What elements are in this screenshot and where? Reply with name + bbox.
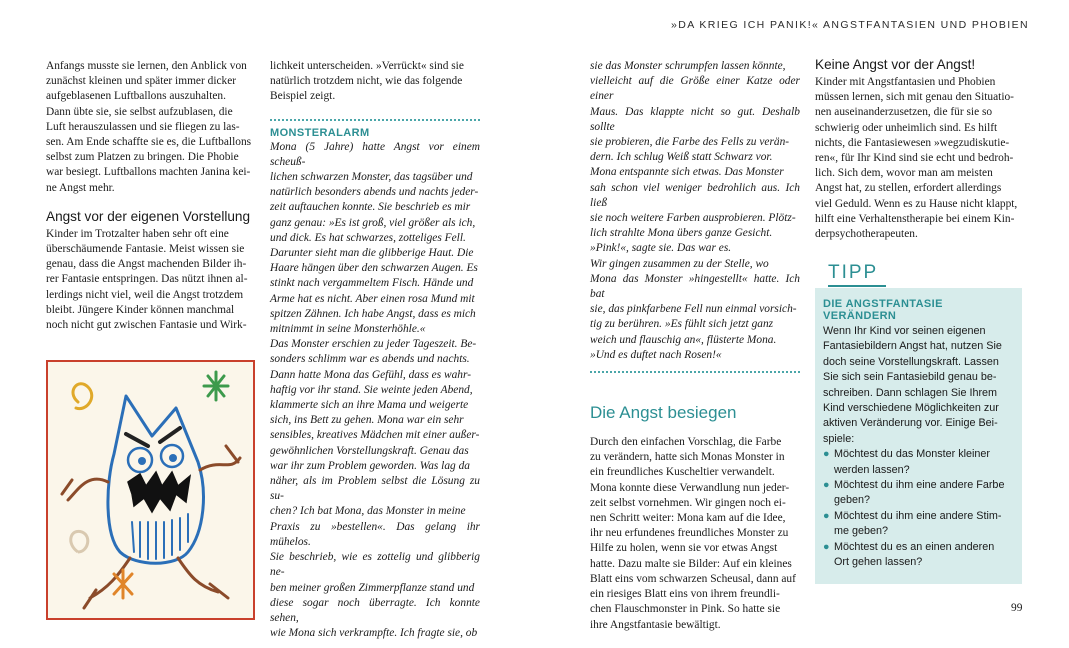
section-heading: Die Angst besiegen [590, 403, 737, 423]
text-line: Wir gingen zusammen zu der Stelle, wo [590, 257, 769, 270]
text-line: ihre Angstfantasie bewältigt. [590, 618, 721, 631]
text-line: sie das Monster schrumpfen lassen könnte, [590, 60, 786, 72]
text-line: lerdings nicht viel, weil die Angst trotzdem [46, 288, 244, 301]
bullet-icon: ● [823, 509, 830, 522]
list-item [823, 478, 1014, 509]
column-1 [46, 59, 254, 333]
text-line: Darunter sieht man die glibberige Haut. Die [270, 247, 474, 260]
text-line: bleibt. Jüngere Kinder können manchmal [46, 303, 235, 316]
tipp-box [815, 288, 1022, 584]
continuation-paragraph [270, 59, 480, 105]
dotted-divider [270, 119, 480, 121]
page-number: 99 [1011, 602, 1023, 614]
text-line: Wenn Ihr Kind vor seinen eigenen [823, 325, 986, 337]
monster-illustration [48, 362, 253, 618]
text-line: Mona (5 Jahre) hatte Angst vor einem scheuß- [270, 140, 480, 168]
text-line: Haare hängen über den schwarzen Augen. Es [270, 262, 478, 275]
text-line: »Pink!«, sagte sie. Das war es. [590, 242, 732, 255]
text-line: derpsychotherapeuten. [815, 228, 918, 241]
text-line: sie noch weitere Farben ausprobieren. Plötz- [590, 212, 796, 225]
text-line: Hilfe zu holen, wenn sie vor etwas Angst [590, 542, 778, 555]
text-line: hilft eine Verhaltenstherapie bei einem Kin- [815, 212, 1015, 225]
text-line: genau, dass die Angst machenden Bilder ih- [46, 258, 247, 271]
text-line: Anfangs musste sie lernen, den Anblick von [46, 60, 247, 72]
bullet-icon: ● [823, 540, 830, 553]
text-line: Blatt eins vom schwarzen Scheusal, dann auf [590, 572, 796, 585]
text-line: Praxis zu »bestellen«. Das gelang ihr mühelos. [270, 520, 480, 548]
text-line: nen auseinanderzusetzen, die für sie so [815, 106, 993, 119]
text-line: Möchtest du es an einen anderen [834, 540, 995, 553]
text-line: Mona konnte diese Verwandlung nun jeder- [590, 481, 790, 494]
text-line: chen? Ich bat Mona, das Monster in meine [270, 505, 466, 518]
text-line: ihr neu erfundenes freundliches Monster zu [590, 527, 789, 540]
text-line: Dann hatte Mona das Gefühl, dass es wahr- [270, 368, 471, 381]
text-line: und dick. Es hat schwarzes, zotteliges Fell. [270, 231, 466, 244]
column-3 [590, 59, 800, 633]
text-line: näher, als im Problem selbst die Lösung zu su- [270, 475, 480, 503]
text-line: »Und es duftet nach Rosen!« [590, 348, 722, 361]
text-line: Luft herauszulassen und sie fliegen zu las- [46, 120, 240, 133]
section-subhead: Angst vor der eigenen Vorstellung [46, 208, 251, 224]
dotted-divider [590, 371, 800, 373]
text-line: ne Angst mehr. [46, 181, 115, 194]
text-line: Kinder mit Angstfantasien und Phobien [815, 76, 996, 88]
text-line: natürlich besonders abends und nachts jeder- [270, 186, 479, 199]
tipp-bullet-list [823, 447, 1014, 570]
text-line: mitnimmt in seine Monsterhöhle.« [270, 323, 426, 336]
text-line: stinkt nach vergammeltem Fisch. Hände und [270, 277, 474, 290]
column-4 [815, 56, 1023, 242]
text-line: Möchtest du ihm eine andere Farbe [834, 479, 1005, 492]
fur-strokes [132, 514, 188, 559]
text-line: dern. Ich schlug Weiß statt Schwarz vor. [590, 151, 773, 164]
text-line: sen. Am Ende schaffte sie es, die Luftballons [46, 136, 252, 149]
text-line: selbst zum Platzen zu bringen. Die Phobie [46, 151, 239, 164]
text-line: noch nicht gut zwischen Fantasie und Wirk- [46, 319, 247, 332]
text-line: Maus. Das klappte nicht so gut. Deshalb sollte [590, 105, 800, 133]
text-line: Beispiel zeigt. [270, 90, 336, 103]
text-line: werden lassen? [834, 463, 910, 476]
text-line: Sie beschrieb, wie es zottelig und glibberig ne- [270, 551, 480, 579]
text-line: diese sogar noch überragte. Ich konnte sehen, [270, 596, 480, 624]
text-line: lich strahlte Mona übers ganze Gesicht. [590, 227, 773, 240]
text-line: nichts, die Fantasiewesen »wegzudiskutie- [815, 136, 1010, 149]
text-line: natürlich trotzdem nicht, wie das folgende [270, 75, 463, 88]
list-item [823, 540, 1014, 571]
text-line: geben? [834, 494, 871, 507]
text-line: Arme hat es nicht. Aber einen rosa Mund mit [270, 292, 475, 305]
text-line: war besiegt. Luftballons machten Janina kei- [46, 166, 251, 179]
text-line: aufgeblasenen Luftballons auszuhalten. [46, 90, 226, 103]
text-line: tig zu berühren. »Es fühlt sich jetzt ganz [590, 318, 774, 331]
box-title: MONSTERALARM [270, 126, 370, 139]
body-paragraph [46, 227, 254, 333]
text-line: Angst hat, zu stellen, erfordert allerdings [815, 182, 1002, 195]
text-line: sich, ins Bett zu gehen. Mona war ein sehr [270, 414, 464, 427]
text-line: ein freundliches Kuscheltier verwandelt. [590, 466, 775, 479]
section-subhead: Keine Angst vor der Angst! [815, 57, 976, 72]
text-line: Kinder im Trotzalter haben sehr oft eine [46, 227, 229, 240]
list-item [823, 509, 1014, 540]
text-line: lichen schwarzen Monster, das tagsüber und [270, 171, 473, 184]
text-line: nen Schritt weiter: Mona kam auf die Idee, [590, 512, 786, 525]
text-line: sensibles, kreatives Mädchen mit einer außer- [270, 429, 480, 442]
tipp-content [823, 324, 1014, 571]
green-star [204, 372, 228, 400]
text-line: hatte. Dazu malte sie Bilder: Auf ein kleines [590, 557, 792, 570]
text-line: ren«, für Ihr Kind sind sie echt und bedroh- [815, 152, 1014, 165]
text-line: sie probieren, die Farbe des Fells zu verän- [590, 136, 790, 149]
text-line: vielleicht auf die Größe einer Katze oder einer [590, 75, 800, 103]
intro-paragraph [46, 59, 254, 196]
text-line: Mona entspannte sich etwas. Das Monster [590, 166, 784, 179]
case-story [270, 140, 480, 642]
text-line: Kind verschiedene Möglichkeiten zur [823, 402, 999, 415]
text-line: zeit selbst vornehmen. Wir gingen noch ei- [590, 496, 786, 509]
text-line: Dann übte sie, sie selbst aufzublasen, die [46, 105, 233, 118]
text-line: haftig vor ihr stand. Sie weinte jeden Abend, [270, 383, 473, 396]
text-line: zunächst kleinen und später immer dicker [46, 75, 237, 88]
column-2 [270, 59, 480, 641]
text-line: schwierig oder unheimlich sind. Es hilft [815, 121, 998, 134]
text-line: sonders schlimm war es abends und nachts. [270, 353, 470, 366]
text-line: viel Geduld. Wenn es zu Hause nicht klappt, [815, 197, 1018, 210]
bullet-icon: ● [823, 479, 830, 492]
text-line: doch seine Vorstellungskraft. Lassen [823, 355, 999, 368]
text-line: müssen lernen, sich mit genau den Situatio- [815, 91, 1014, 104]
text-line: rer Fantasie entspringen. Das nützt ihnen al- [46, 273, 248, 286]
text-line: spitzen Zähnen. Ich habe Angst, dass es mich [270, 307, 476, 320]
text-line: me geben? [834, 525, 889, 538]
text-line: Fantasiebildern Angst hat, nutzen Sie [823, 340, 1002, 353]
text-line: lichkeit unterscheiden. »Verrückt« sind sie [270, 60, 464, 72]
text-line: Möchtest du ihm eine andere Stim- [834, 509, 1002, 522]
text-line: wie Mona sich verkrampfte. Ich fragte sie, ob [270, 627, 478, 640]
body-paragraph [590, 435, 800, 633]
text-line: lich. Sich dem, wovor man am meisten [815, 167, 993, 180]
text-line: zeit auftauchen konnte. Sie beschrieb es mir [270, 201, 471, 214]
text-line: schreiben. Dann schlagen Sie Ihrem [823, 386, 998, 399]
text-line: Durch den einfachen Vorschlag, die Farbe [590, 436, 782, 449]
running-head: »DA KRIEG ICH PANIK!« ANGSTFANTASIEN UND PHOBIEN [671, 19, 1029, 31]
tipp-underline [828, 285, 886, 287]
text-line: gewöhnlichen Vorstellungskraft. Genau das [270, 444, 469, 457]
text-line: weich und flauschig an«, flüsterte Mona. [590, 333, 777, 346]
text-line: aktiven Veränderung vor. Einige Bei- [823, 417, 998, 430]
tipp-label: TIPP [828, 262, 879, 283]
bullet-icon: ● [823, 448, 830, 461]
text-line: ganz genau: »Es ist groß, viel größer als ich, [270, 216, 476, 229]
text-line: Möchtest du das Monster kleiner [834, 448, 991, 461]
text-line: sah schon viel weniger bedrohlich aus. Ich ließ [590, 181, 800, 209]
text-line: Sie sich sein Fantasiebild genau be- [823, 371, 997, 384]
text-line: zu verändern, hatte sich Monas Monster in [590, 451, 785, 464]
body-paragraph [815, 75, 1023, 242]
text-line: sie, das pinkfarbene Fell nun einmal vorsich- [590, 303, 797, 316]
text-line: chen Flauschmonster in Pink. So hatte sie [590, 603, 781, 616]
text-line: Mona das Monster »hingestellt« hatte. Ich bat [590, 272, 800, 301]
text-line: überschäumende Fantasie. Meist wissen sie [46, 243, 245, 256]
text-line: Das Monster erschien zu jeder Tageszeit. Be- [270, 338, 477, 351]
monster-drawing [46, 360, 255, 620]
text-line: ben meiner großen Zimmerpflanze stand und [270, 581, 475, 594]
tipp-title: DIE ANGSTFANTASIE VERÄNDERN [823, 298, 943, 322]
case-story-continued [590, 59, 800, 363]
text-line: war ihr zum Problem geworden. Was lag da [270, 459, 470, 472]
text-line: ein riesiges Blatt eins von ihrem freundli- [590, 588, 780, 601]
text-line: klammerte sich an ihre Mama und weigerte [270, 399, 469, 412]
list-item [823, 447, 1014, 478]
text-line: Ort gehen lassen? [834, 556, 923, 569]
text-line: spiele: [823, 432, 855, 445]
